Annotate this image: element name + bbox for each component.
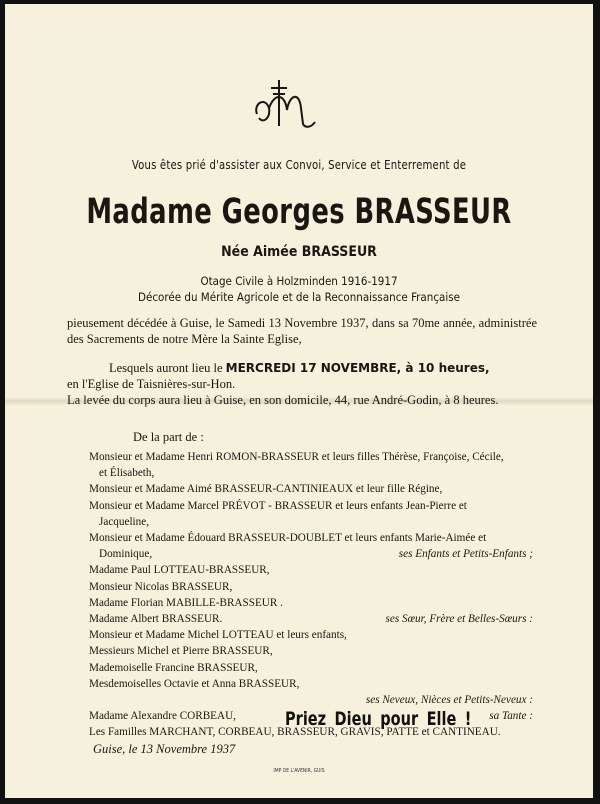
family-row: Mesdemoiselles Octavie et Anna BRASSEUR, — [89, 677, 300, 690]
family-row: Jacqueline, — [99, 515, 150, 528]
family-row: Monsieur et Madame Michel LOTTEAU et leurs enfants, — [89, 629, 347, 642]
family-row: Messieurs Michel et Pierre BRASSEUR, — [89, 645, 273, 658]
family-row: Monsieur et Madame Marcel PRÉVOT - BRASSEUR et leurs enfants Jean-Pierre et — [89, 499, 467, 512]
cross-monogram-logo — [251, 74, 321, 132]
deceased-name: Madame Georges BRASSEUR — [86, 192, 512, 232]
family-row: Les Familles MARCHANT, CORBEAU, BRASSEUR, GRAVIS, PATTE et CANTINEAU. — [89, 726, 501, 739]
ceremony-intro: Lesquels auront lieu le — [109, 361, 226, 375]
family-row: Monsieur et Madame Édouard BRASSEUR-DOUBLET et leurs enfants Marie-Aimée et — [89, 532, 487, 545]
family-row: Monsieur et Madame Aimé BRASSEUR-CANTINIEAUX et leur fille Régine, — [89, 483, 443, 496]
otage-line: Otage Civile à Holzminden 1916-1917 — [200, 274, 398, 288]
group-label: ses Neveux, Nièces et Petits-Neveux : — [365, 694, 533, 707]
church-line: en l'Eglise de Taisnières-sur-Hon. — [67, 377, 236, 391]
decoration-line: Décorée du Mérite Agricole et de la Reconnaissance Française — [138, 290, 460, 304]
prayer-line: Priez Dieu pour Elle ! — [285, 708, 472, 730]
maiden-name: Née Aimée BRASSEUR — [221, 244, 377, 260]
family-row — [89, 611, 533, 627]
family-row: Madame Paul LOTTEAU-BRASSEUR, — [89, 564, 270, 577]
family-row: Madame Florian MABILLE-BRASSEUR . — [89, 596, 283, 609]
levee-line: La levée du corps aura lieu à Guise, en son domicile, 44, rue André-Godin, à 8 heures. — [67, 393, 499, 407]
ceremony-paragraph — [67, 360, 537, 408]
family-list — [89, 449, 533, 741]
de-la-part-heading: De la part de : — [133, 430, 204, 444]
family-row: Mademoiselle Francine BRASSEUR, — [89, 661, 258, 674]
family-row: Monsieur et Madame Henri ROMON-BRASSEUR et leurs filles Thérèse, Françoise, Cécile, — [89, 451, 504, 463]
death-paragraph: pieusement décédée à Guise, le Samedi 13 Novembre 1937, dans sa 70me année, administrée des Sacrements de notre Mère la Sainte Eglise, — [67, 316, 537, 346]
group-label: sa Tante : — [489, 710, 533, 723]
family-row: Monsieur Nicolas BRASSEUR, — [89, 580, 233, 593]
funeral-notice — [5, 4, 593, 798]
family-row-text: Madame Alexandre CORBEAU, — [89, 710, 236, 723]
imprint: IMP DE L'AVENIR, GUIS — [273, 768, 325, 774]
family-row — [89, 546, 533, 562]
ceremony-date: MERCREDI 17 NOVEMBRE, à 10 heures, — [225, 361, 490, 375]
family-row-text: Madame Albert BRASSEUR. — [89, 613, 223, 626]
invitation-line: Vous êtes prié d'assister aux Convoi, Service et Enterrement de — [131, 157, 467, 172]
family-row-text: Dominique, — [99, 548, 153, 561]
family-row: et Élisabeth, — [99, 467, 155, 480]
date-line: Guise, le 13 Novembre 1937 — [93, 742, 236, 756]
group-label: ses Sœur, Frère et Belles-Sœurs : — [385, 613, 533, 626]
group-label: ses Enfants et Petits-Enfants ; — [398, 548, 533, 561]
